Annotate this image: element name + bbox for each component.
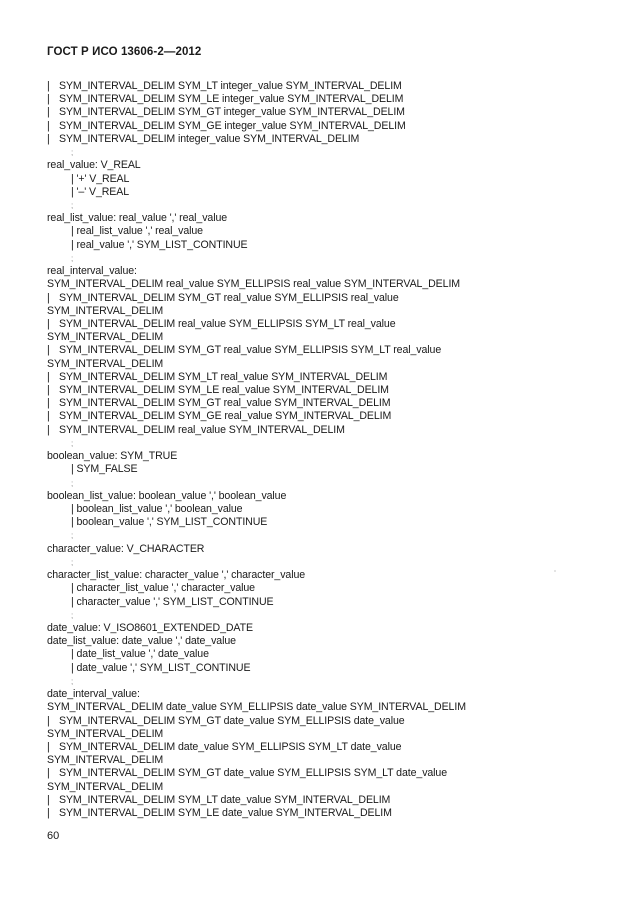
grammar-line-text: SYM_INTERVAL_DELIM SYM_LE integer_value SYM_INTERVAL_DELIM (59, 93, 404, 106)
grammar-line (47, 582, 607, 595)
grammar-line (47, 212, 607, 225)
grammar-line-text: | boolean_value ',' SYM_LIST_CONTINUE (71, 516, 268, 529)
alternative-bar: | (47, 793, 50, 806)
grammar-line (47, 93, 607, 106)
alternative-bar: | (47, 80, 50, 92)
grammar-line (47, 344, 607, 357)
alternative-bar: | (47, 132, 50, 145)
grammar-line (47, 794, 607, 807)
grammar-line (47, 662, 607, 675)
grammar-line-text: | date_list_value ',' date_value (71, 648, 209, 661)
grammar-line-text: ; (71, 531, 74, 541)
rule-terminator (47, 675, 607, 688)
grammar-line (47, 754, 607, 767)
grammar-line-text: SYM_INTERVAL_DELIM (47, 304, 164, 317)
grammar-line (47, 781, 607, 794)
grammar-line (47, 463, 607, 476)
grammar-line-text: ; (71, 676, 74, 686)
grammar-line-text: character_value: V_CHARACTER (47, 542, 205, 555)
rule-terminator (47, 252, 607, 265)
grammar-line-text: SYM_INTERVAL_DELIM date_value SYM_ELLIPSIS date_value SYM_INTERVAL_DELIM (47, 701, 466, 714)
grammar-line (47, 450, 607, 463)
grammar-line (47, 120, 607, 133)
grammar-line-text: ; (71, 148, 74, 158)
rule-terminator (47, 477, 607, 490)
grammar-line-text: character_list_value: character_value ',' character_value (47, 569, 306, 582)
alternative-bar: | (47, 119, 50, 132)
grammar-line-text: ; (71, 200, 74, 210)
grammar-line-text: | real_value ',' SYM_LIST_CONTINUE (71, 238, 248, 251)
alternative-bar: | (47, 344, 50, 357)
grammar-line (47, 490, 607, 503)
grammar-line-text: SYM_INTERVAL_DELIM SYM_GE integer_value SYM_INTERVAL_DELIM (59, 119, 406, 132)
alternative-bar: | (47, 767, 50, 780)
grammar-line-text: SYM_INTERVAL_DELIM (47, 780, 164, 793)
grammar-line (47, 331, 607, 344)
alternative-bar: | (47, 93, 50, 106)
grammar-line-text: SYM_INTERVAL_DELIM integer_value SYM_INTERVAL_DELIM (59, 132, 360, 145)
grammar-line-text: SYM_INTERVAL_DELIM (47, 727, 164, 740)
grammar-line (47, 424, 607, 437)
grammar-line-text: real_value: V_REAL (47, 159, 141, 172)
grammar-line-text: SYM_INTERVAL_DELIM SYM_GT date_value SYM_ELLIPSIS SYM_LT date_value (59, 767, 448, 780)
grammar-line-text: | date_value ',' SYM_LIST_CONTINUE (71, 661, 251, 674)
alternative-bar: | (47, 423, 50, 436)
grammar-line (47, 305, 607, 318)
grammar-line-text: | boolean_list_value ',' boolean_value (71, 503, 243, 515)
grammar-line (47, 371, 607, 384)
alternative-bar: | (47, 370, 50, 383)
grammar-line (47, 569, 607, 582)
grammar-line-text: | '+' V_REAL (71, 172, 130, 185)
rule-terminator (47, 437, 607, 450)
grammar-line-text: real_interval_value: (47, 265, 137, 278)
grammar-line-text: ; (71, 610, 74, 620)
grammar-line-text: SYM_INTERVAL_DELIM SYM_GT integer_value SYM_INTERVAL_DELIM (59, 106, 405, 119)
grammar-line-text: date_value: V_ISO8601_EXTENDED_DATE (47, 621, 253, 634)
grammar-line-text: SYM_INTERVAL_DELIM SYM_LE date_value SYM_INTERVAL_DELIM (59, 807, 392, 820)
grammar-line-text: SYM_INTERVAL_DELIM SYM_GT real_value SYM_ELLIPSIS SYM_LT real_value (59, 344, 442, 357)
grammar-line-text: SYM_INTERVAL_DELIM (47, 754, 164, 767)
grammar-line (47, 728, 607, 741)
grammar-line (47, 503, 607, 516)
grammar-line (47, 186, 607, 199)
grammar-line (47, 106, 607, 119)
grammar-line (47, 715, 607, 728)
grammar-line-text: SYM_INTERVAL_DELIM SYM_LE real_value SYM_INTERVAL_DELIM (59, 384, 389, 397)
grammar-line-text: SYM_INTERVAL_DELIM SYM_GT real_value SYM_INTERVAL_DELIM (59, 397, 391, 410)
grammar-line (47, 543, 607, 556)
grammar-line (47, 278, 607, 291)
grammar-line-text: boolean_value: SYM_TRUE (47, 450, 178, 463)
grammar-line-text: SYM_INTERVAL_DELIM SYM_GT real_value SYM_ELLIPSIS real_value (59, 291, 399, 304)
rule-terminator (47, 529, 607, 542)
grammar-line (47, 159, 607, 172)
grammar-line-text: SYM_INTERVAL_DELIM real_value SYM_INTERVAL_DELIM (59, 423, 345, 436)
grammar-line (47, 516, 607, 529)
grammar-line-text: SYM_INTERVAL_DELIM (47, 331, 164, 344)
grammar-line (47, 265, 607, 278)
grammar-line (47, 397, 607, 410)
grammar-line-text: ; (71, 478, 74, 488)
grammar-line-text: SYM_INTERVAL_DELIM SYM_LT integer_value SYM_INTERVAL_DELIM (59, 80, 402, 92)
grammar-line-text: ; (71, 438, 74, 448)
grammar-line (47, 741, 607, 754)
alternative-bar: | (47, 384, 50, 397)
alternative-bar: | (47, 410, 50, 423)
grammar-line (47, 292, 607, 305)
grammar-line-text: real_list_value: real_value ',' real_value (47, 212, 228, 225)
grammar-line-text: SYM_INTERVAL_DELIM (47, 357, 164, 370)
grammar-line-text: date_interval_value: (47, 688, 140, 701)
grammar-line (47, 807, 607, 820)
grammar-line-text: | real_list_value ',' real_value (71, 225, 203, 238)
grammar-line (47, 358, 607, 371)
grammar-line-text: ; (71, 557, 74, 567)
alternative-bar: | (47, 397, 50, 410)
grammar-line-text: | character_value ',' SYM_LIST_CONTINUE (71, 595, 274, 608)
grammar-line-text: boolean_list_value: boolean_value ',' boolean_value (47, 489, 287, 502)
grammar-line-text: SYM_INTERVAL_DELIM SYM_LT date_value SYM_INTERVAL_DELIM (59, 793, 391, 806)
grammar-line (47, 635, 607, 648)
grammar-line-text: SYM_INTERVAL_DELIM real_value SYM_ELLIPSIS real_value SYM_INTERVAL_DELIM (47, 278, 461, 291)
grammar-line (47, 239, 607, 252)
grammar-line (47, 225, 607, 238)
alternative-bar: | (47, 317, 50, 330)
grammar-line (47, 318, 607, 331)
grammar-line-text: | character_list_value ',' character_value (71, 582, 255, 595)
grammar-line (47, 410, 607, 423)
grammar-line (47, 622, 607, 635)
grammar-line-text: SYM_INTERVAL_DELIM SYM_GT date_value SYM_ELLIPSIS date_value (59, 714, 405, 727)
grammar-line-text: SYM_INTERVAL_DELIM SYM_LT real_value SYM_INTERVAL_DELIM (59, 370, 388, 383)
grammar-line (47, 173, 607, 186)
grammar-text-block (47, 80, 607, 820)
alternative-bar: | (47, 291, 50, 304)
grammar-line-text: SYM_INTERVAL_DELIM date_value SYM_ELLIPSIS SYM_LT date_value (59, 740, 402, 753)
scan-speck (554, 570, 556, 572)
alternative-bar: | (47, 714, 50, 727)
page-number: 60 (47, 830, 60, 842)
grammar-line-text: | SYM_FALSE (71, 463, 138, 476)
rule-terminator (47, 146, 607, 159)
alternative-bar: | (47, 740, 50, 753)
grammar-line (47, 701, 607, 714)
grammar-line (47, 133, 607, 146)
alternative-bar: | (47, 106, 50, 119)
grammar-line (47, 596, 607, 609)
alternative-bar: | (47, 807, 50, 820)
grammar-line (47, 648, 607, 661)
document-header: ГОСТ Р ИСО 13606-2—2012 (47, 46, 202, 58)
grammar-line (47, 80, 607, 93)
rule-terminator (47, 609, 607, 622)
grammar-line (47, 767, 607, 780)
grammar-line-text: date_list_value: date_value ',' date_value (47, 635, 236, 648)
grammar-line-text: SYM_INTERVAL_DELIM real_value SYM_ELLIPSIS SYM_LT real_value (59, 317, 396, 330)
grammar-line (47, 384, 607, 397)
rule-terminator (47, 199, 607, 212)
grammar-line-text: | '–' V_REAL (71, 185, 130, 198)
grammar-line-text: SYM_INTERVAL_DELIM SYM_GE real_value SYM_INTERVAL_DELIM (59, 410, 392, 423)
rule-terminator (47, 556, 607, 569)
grammar-line-text: ; (71, 253, 74, 263)
grammar-line (47, 688, 607, 701)
